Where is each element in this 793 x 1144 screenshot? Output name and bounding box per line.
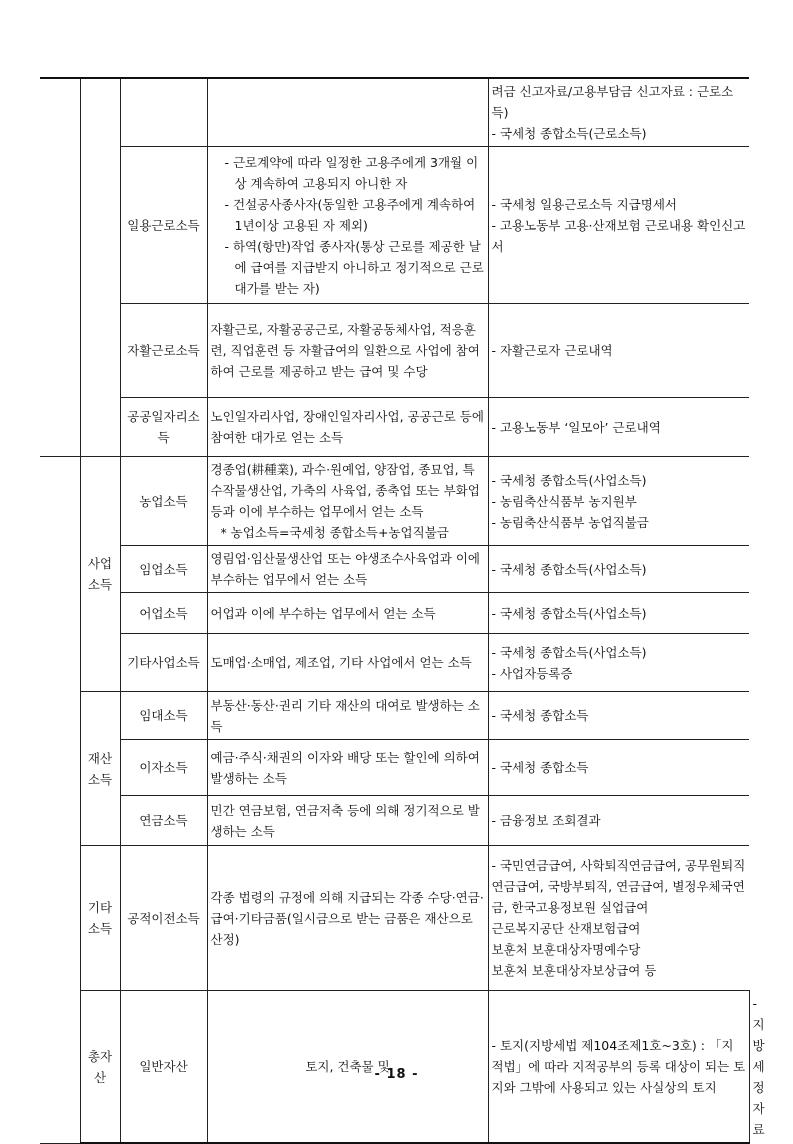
category-cell-income — [40, 457, 80, 1144]
table-row — [40, 546, 749, 593]
table-row — [40, 304, 749, 398]
table-row — [40, 796, 749, 846]
source-cell: - 금융정보 조회결과 — [488, 796, 749, 846]
item-cell: 공공일자리소득 — [120, 398, 207, 457]
source-line: - 사업자등록증 — [491, 665, 573, 681]
table-row — [40, 634, 749, 692]
table-row — [40, 740, 749, 796]
table-row — [40, 78, 749, 147]
item-cell: 연금소득 — [120, 796, 207, 846]
source-cell — [488, 147, 749, 304]
desc-cell: - 토지(지방세법 제104조제1호~3호) : 「지적법」에 따라 지적공부의 등록 대상이 되는 토지와 그밖에 사용되고 있는 사실상의 토지 — [488, 991, 749, 1144]
item-cell: 농업소득 — [120, 457, 207, 546]
source-line: - 국세청 일용근로소득 지급명세서 — [491, 196, 677, 212]
desc-cell: 노인일자리사업, 장애인일자리사업, 공공근로 등에 참여한 대가로 얻는 소득 — [207, 398, 488, 457]
table-row — [40, 457, 749, 546]
item-cell: 자활근로소득 — [120, 304, 207, 398]
desc-text: 경종업(耕種業), 과수·원예업, 양잠업, 종묘업, 특수작물생산업, 가축의 사육업, 종축업 또는 부화업 등과 이에 부수하는 업무에서 얻는 소득 — [210, 462, 480, 519]
source-cell: - 자활근로자 근로내역 — [488, 304, 749, 398]
desc-cell: 예금·주식·채권의 이자와 배당 또는 할인에 의하여 발생하는 소득 — [207, 740, 488, 796]
item-cell — [120, 78, 207, 147]
group-cell-earned — [80, 78, 120, 457]
item-cell: 기타사업소득 — [120, 634, 207, 692]
source-cell: - 국세청 종합소득 — [488, 692, 749, 740]
source-cell — [488, 634, 749, 692]
item-cell: 토지, 건축물 및 — [207, 991, 488, 1144]
table-row — [40, 593, 749, 634]
desc-line: - 하역(항만)작업 종사자(통상 근로를 제공한 날에 급여를 지급받지 아니하고 정기적으로 근로대가를 받는 자) — [224, 238, 484, 296]
source-line: - 농림축산식품부 농지원부 — [491, 493, 637, 509]
desc-cell: 자활근로, 자활공공근로, 자활공동체사업, 적응훈련, 직업훈련 등 자활급여의 일환으로 사업에 참여하여 근로를 제공하고 받는 급여 및 수당 — [207, 304, 488, 398]
group-cell-property: 재산소득 — [80, 692, 120, 846]
desc-note: * 농업소득=국세청 종합소득+농업직불금 — [220, 525, 449, 540]
source-cell: - 국세청 종합소득(사업소득) — [488, 546, 749, 593]
source-cell: - 고용노동부 ‘일모아’ 근로내역 — [488, 398, 749, 457]
desc-cell: 각종 법령의 규정에 의해 지급되는 각종 수당·연금·급여·기타금품(일시금으로 받는 금품은 재산으로 산정) — [207, 846, 488, 991]
desc-cell — [207, 78, 488, 147]
source-line: 보훈처 보훈대상자명예수당 — [491, 942, 641, 957]
source-line: - 국세청 종합소득(근로소득) — [491, 126, 647, 141]
source-line: 보훈처 보훈대상자보상급여 등 — [491, 963, 657, 978]
page-number: - 18 - — [374, 1067, 419, 1082]
desc-cell: 어업과 이에 부수하는 업무에서 얻는 소득 — [207, 593, 488, 634]
desc-cell: 민간 연금보험, 연금저축 등에 의해 정기적으로 발생하는 소득 — [207, 796, 488, 846]
source-cell: - 국세청 종합소득 — [488, 740, 749, 796]
item-cell: 어업소득 — [120, 593, 207, 634]
source-line: 려금 신고자료/고용부담금 신고자료 : 근로소득) — [491, 84, 734, 120]
source-line: 근로복지공단 산재보험급여 — [491, 921, 641, 936]
item-cell: 일용근로소득 — [120, 147, 207, 304]
table-row — [40, 147, 749, 304]
table-row: 총자산 일반자산 토지, 건축물 및 - 토지(지방세법 제104조제1호~3호) : 「지적법」에 따라 지적공부의 등록 대상이 되는 토지와 그밖에 사용되고 있는 사실상의 토지 - 지방세정 자료 — [40, 991, 749, 1144]
item-cell: 공적이전소득 — [120, 846, 207, 991]
desc-cell — [207, 147, 488, 304]
group-cell-business: 사업소득 — [80, 457, 120, 692]
desc-line: - 건설공사종사자(동일한 고용주에게 계속하여 1년이상 고용된 자 제외) — [224, 196, 476, 233]
desc-cell — [207, 457, 488, 546]
group-cell-other: 기타소득 — [80, 846, 120, 991]
source-cell: - 국세청 종합소득(사업소득) — [488, 593, 749, 634]
source-line: - 고용노동부 고용·산재보험 근로내용 확인신고서 — [491, 217, 746, 254]
desc-line: - 근로계약에 따라 일정한 고용주에게 3개월 이상 계속하여 고용되지 아니한 자 — [224, 154, 479, 191]
item-cell: 이자소득 — [120, 740, 207, 796]
source-cell — [488, 457, 749, 546]
category-cell-assets: 총자산 — [80, 991, 120, 1144]
source-line: - 국민연금급여, 사학퇴직연금급여, 공무원퇴직연금급여, 국방부퇴직, 연금급여, 별정우체국연금, 한국고용정보원 실업급여 — [491, 858, 746, 915]
item-cell: 임대소득 — [120, 692, 207, 740]
desc-cell: 부동산·동산·권리 기타 재산의 대여로 발생하는 소득 — [207, 692, 488, 740]
table-row — [40, 398, 749, 457]
desc-cell: 도매업·소매업, 제조업, 기타 사업에서 얻는 소득 — [207, 634, 488, 692]
group-cell-assets: 일반자산 — [120, 991, 207, 1144]
table-row — [40, 846, 749, 991]
desc-cell: 영림업·임산물생산업 또는 야생조수사육업과 이에 부수하는 업무에서 얻는 소득 — [207, 546, 488, 593]
item-cell: 임업소득 — [120, 546, 207, 593]
source-line: - 국세청 종합소득(사업소득) — [491, 472, 647, 488]
source-cell — [488, 846, 749, 991]
source-line: - 농림축산식품부 농업직불금 — [491, 514, 649, 530]
income-classification-table — [40, 77, 765, 1144]
table-row — [40, 692, 749, 740]
category-cell-earned — [40, 78, 80, 457]
source-line: - 국세청 종합소득(사업소득) — [491, 644, 647, 660]
